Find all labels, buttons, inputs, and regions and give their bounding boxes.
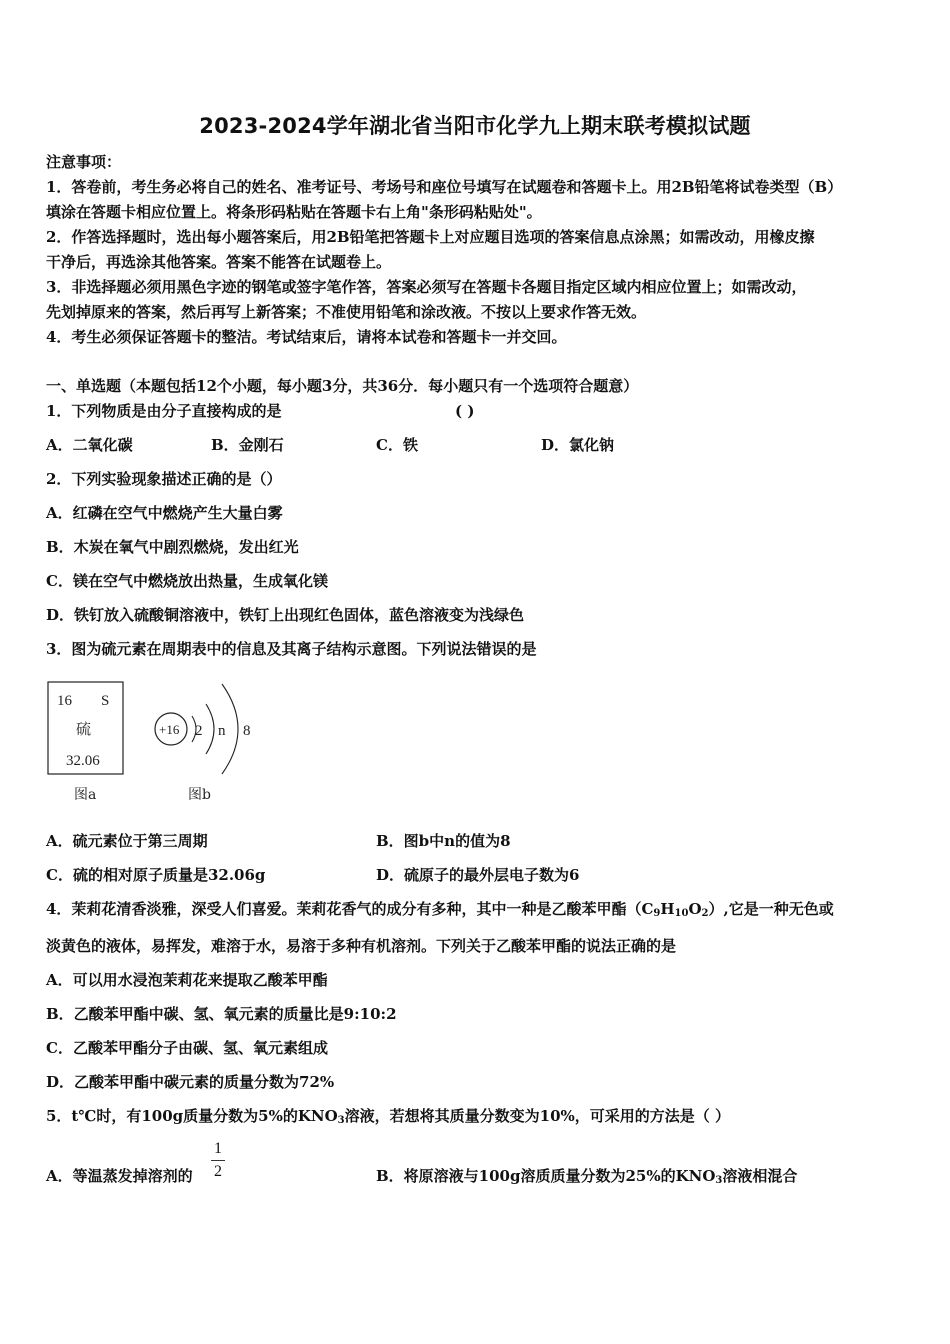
atomic-mass: 32.06	[66, 753, 100, 769]
q2-option-b: B．木炭在氧气中剧烈燃烧，发出红光	[46, 538, 299, 556]
shell-1-count: 2	[195, 723, 203, 739]
q4-option-b: B．乙酸苯甲酯中碳、氢、氧元素的质量比是9:10:2	[46, 1005, 397, 1023]
q5-option-b: B．将原溶液与100g溶质质量分数为25%的$KNO_3$溶液相混合	[376, 1167, 798, 1186]
notice-line: 填涂在答题卡相应位置上。将条形码粘贴在答题卡右上角"条形码粘贴处"。	[46, 203, 542, 221]
atomic-number: 16	[57, 693, 72, 709]
question-3-stem: 3．图为硫元素在周期表中的信息及其离子结构示意图。下列说法错误的是	[46, 640, 537, 658]
q5-option-a: A．等温蒸发掉溶剂的	[46, 1167, 193, 1185]
fraction-numerator: 1	[214, 1140, 222, 1157]
sulfur-figure	[40, 672, 280, 812]
q4-option-c: C．乙酸苯甲酯分子由碳、氢、氧元素组成	[46, 1039, 328, 1057]
q1-option-b: B．金刚石	[211, 436, 284, 454]
electron-shell-2	[206, 704, 214, 754]
q4-option-d: D．乙酸苯甲酯中碳元素的质量分数为72%	[46, 1073, 335, 1091]
notice-line: 先划掉原来的答案，然后再写上新答案；不准使用铅笔和涂改液。不按以上要求作答无效。	[46, 303, 647, 321]
nucleus-charge: +16	[159, 722, 180, 737]
notice-line: 3．非选择题必须用黑色字迹的钢笔或签字笔作答，答案必须写在答题卡各题目指定区域内相应位置上；如需改动，	[46, 278, 807, 296]
question-1-stem: 1．下列物质是由分子直接构成的是	[46, 402, 282, 420]
section-heading: 一、单选题（本题包括12个小题，每小题3分，共36分．每小题只有一个选项符合题意）	[46, 377, 639, 395]
figure-b-label: 图b	[188, 787, 211, 803]
q3-option-d: D．硫原子的最外层电子数为6	[376, 866, 580, 884]
figure-a-label: 图a	[74, 787, 97, 803]
question-5-stem: 5．t℃时，有100g质量分数为5%的$KNO_3$溶液，若想将其质量分数变为10%，可采用的方法是（ ）	[46, 1107, 730, 1126]
answer-paren: ( )	[455, 402, 475, 420]
q3-option-b: B．图b中n的值为8	[376, 832, 511, 850]
notice-heading: 注意事项：	[46, 153, 122, 171]
fraction-denominator: 2	[214, 1163, 222, 1180]
question-4-stem-line2: 淡黄色的液体，易挥发，难溶于水，易溶于多种有机溶剂。下列关于乙酸苯甲酯的说法正确的是	[46, 937, 677, 955]
element-name: 硫	[76, 720, 92, 738]
shell-2-count: n	[218, 723, 226, 739]
question-4-stem: 4．茉莉花清香淡雅，深受人们喜爱。茉莉花香气的成分有多种，其中一种是乙酸苯甲酯$(C_9H_{10}O_2)$,它是一种无色或	[46, 900, 834, 919]
q3-option-c: C．硫的相对原子质量是32.06g	[46, 866, 266, 884]
q4-option-a: A．可以用水浸泡茉莉花来提取乙酸苯甲酯	[46, 971, 328, 989]
q2-option-d: D．铁钉放入硫酸铜溶液中，铁钉上出现红色固体，蓝色溶液变为浅绿色	[46, 606, 525, 624]
q1-option-a: A．二氧化碳	[46, 436, 133, 454]
q3-option-a: A．硫元素位于第三周期	[46, 832, 208, 850]
element-symbol: S	[101, 693, 110, 709]
page-title: 2023-2024学年湖北省当阳市化学九上期末联考模拟试题	[199, 114, 751, 138]
shell-3-count: 8	[243, 723, 251, 739]
q1-option-d: D．氯化钠	[541, 436, 615, 454]
notice-line: 4．考生必须保证答题卡的整洁。考试结束后，请将本试卷和答题卡一并交回。	[46, 328, 567, 346]
notice-line: 2．作答选择题时，选出每小题答案后，用2B铅笔把答题卡上对应题目选项的答案信息点涂黑；如需改动，用橡皮擦	[46, 228, 815, 246]
notice-line: 干净后，再选涂其他答案。答案不能答在试题卷上。	[46, 253, 392, 271]
question-2-stem: 2．下列实验现象描述正确的是（）	[46, 470, 282, 488]
notice-line: 1．答卷前，考生务必将自己的姓名、准考证号、考场号和座位号填写在试题卷和答题卡上。用2B铅笔将试卷类型（B）	[46, 178, 843, 196]
fraction-one-half	[210, 1140, 226, 1181]
q2-option-c: C．镁在空气中燃烧放出热量，生成氧化镁	[46, 572, 328, 590]
q1-option-c: C．铁	[376, 436, 418, 454]
q2-option-a: A．红磷在空气中燃烧产生大量白雾	[46, 504, 283, 522]
